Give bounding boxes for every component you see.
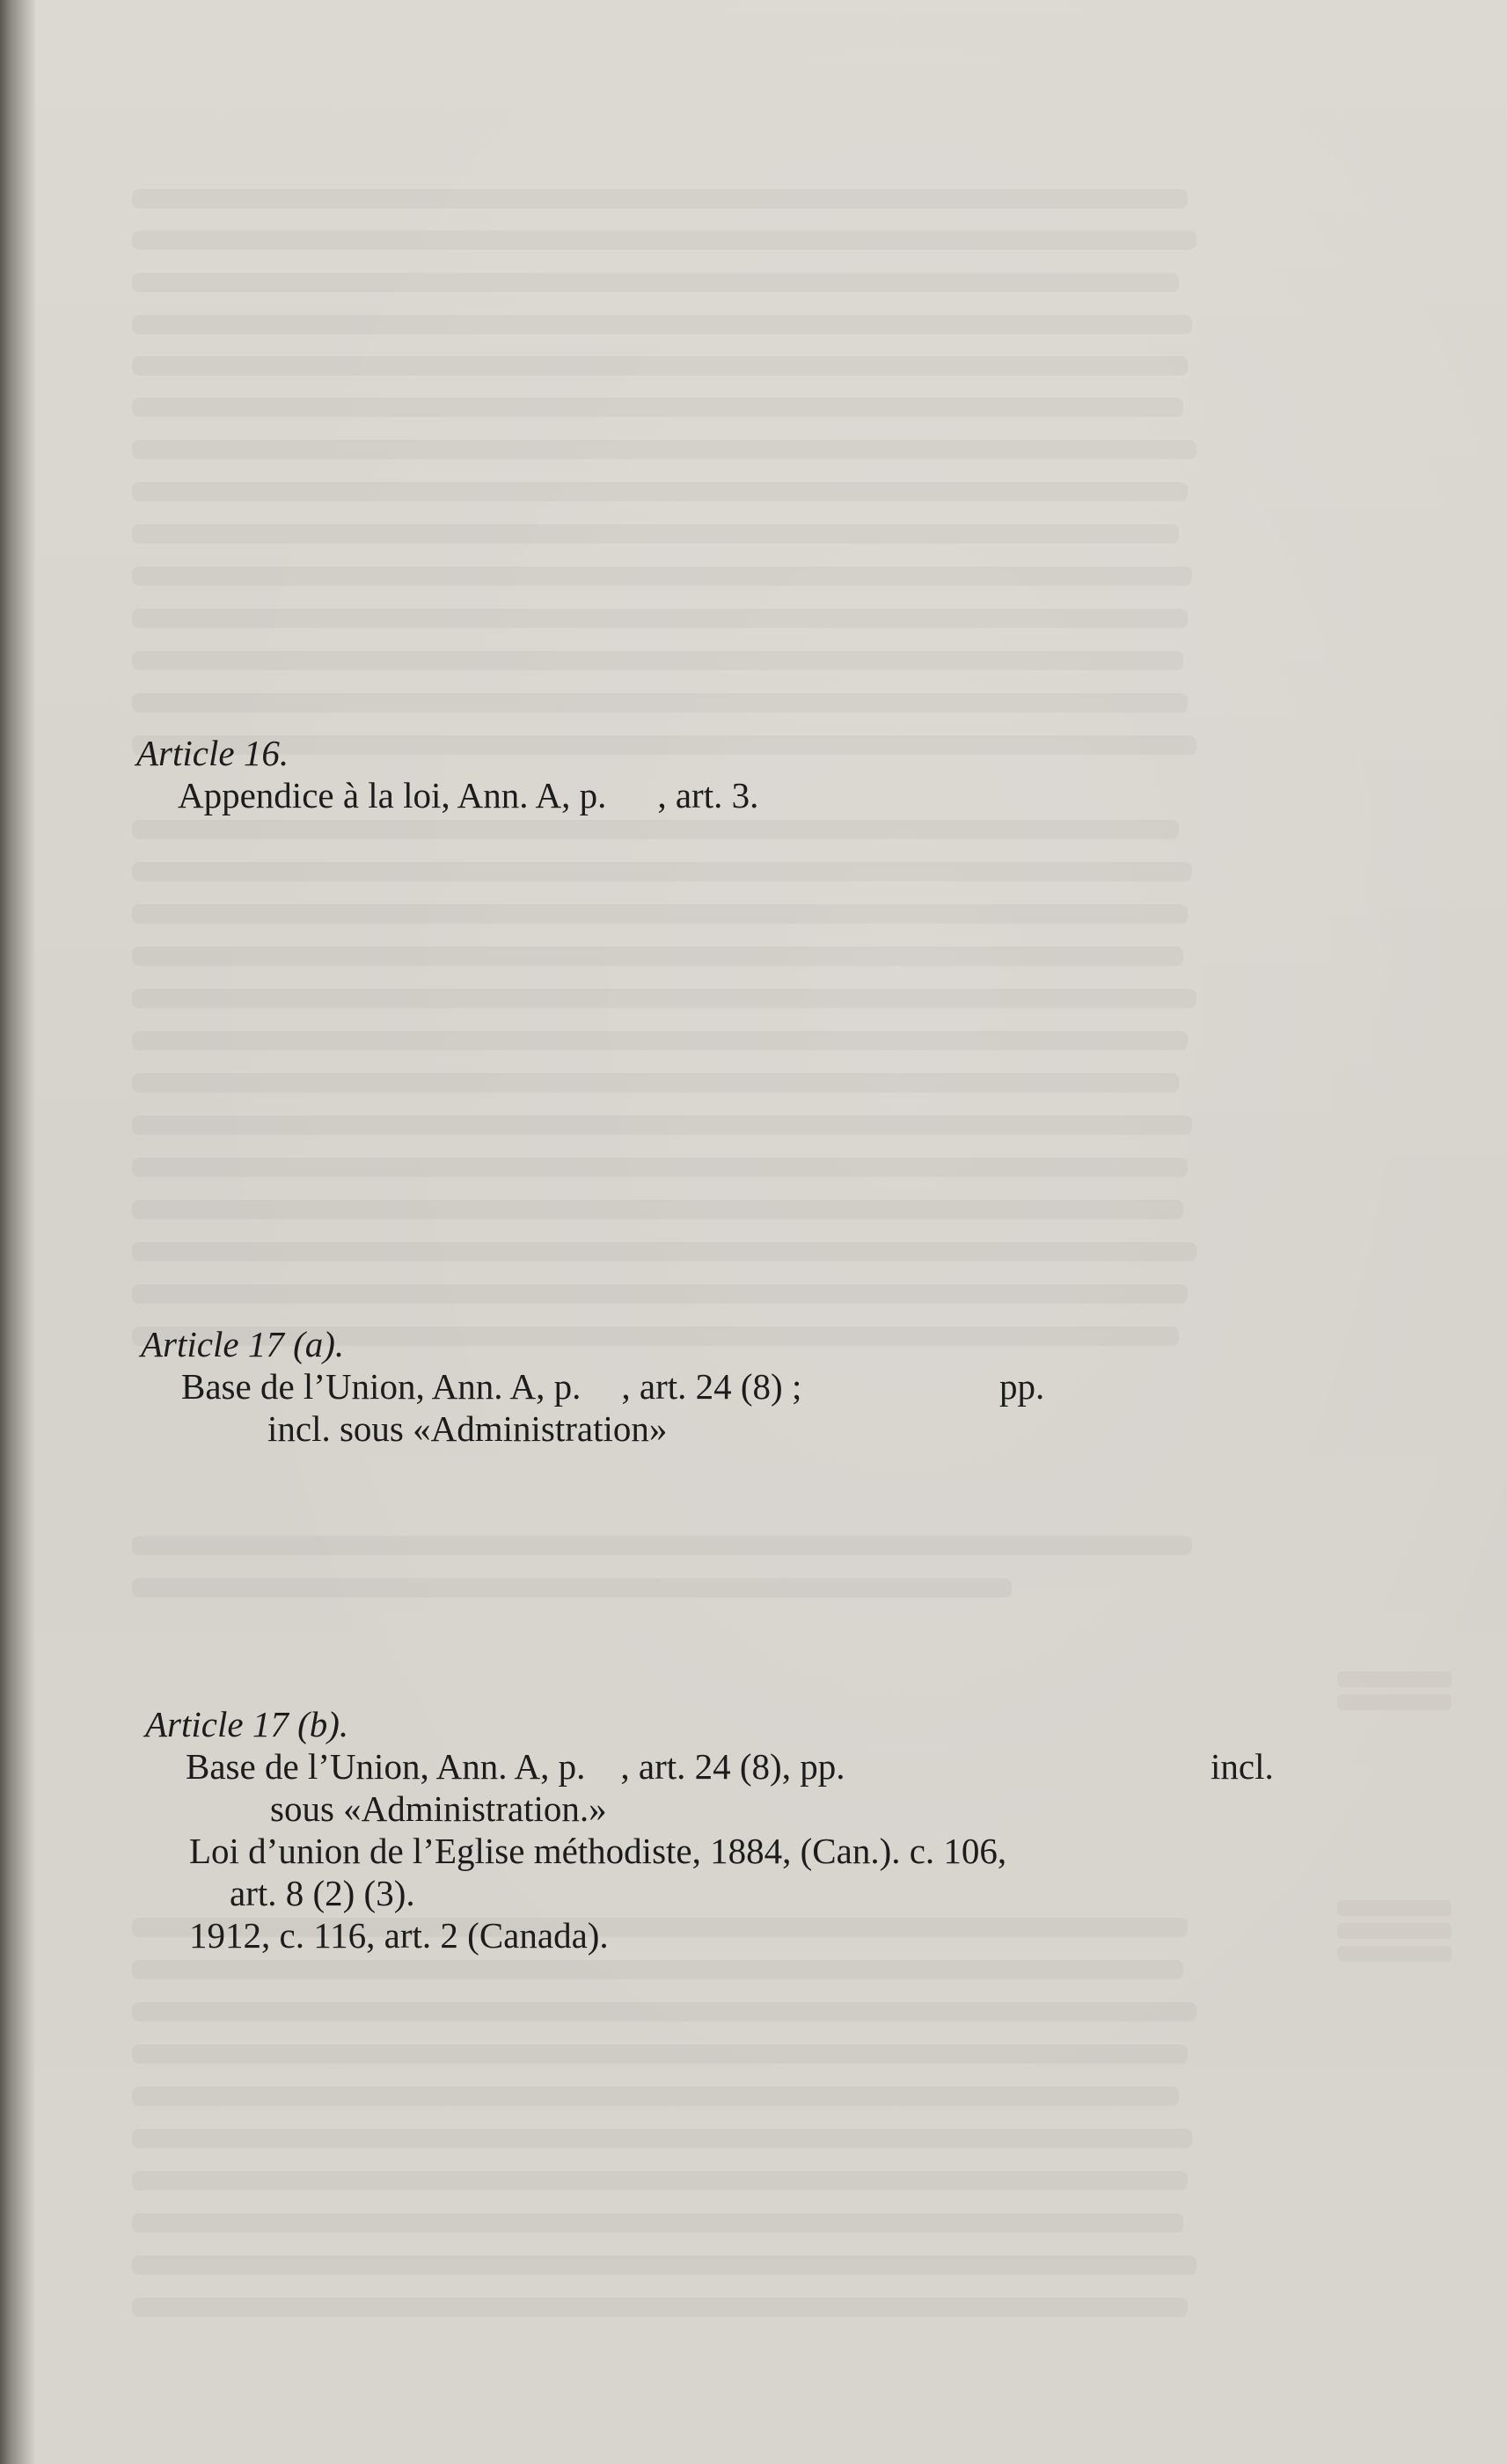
reference-line: sous «Administration.»: [270, 1788, 607, 1829]
reference-line: [186, 1745, 1359, 1788]
article-heading: Article 16.: [136, 733, 289, 773]
article-17a-block: [141, 1323, 1337, 1450]
reference-text: incl.: [1211, 1746, 1274, 1787]
reference-text: Base de l’Union, Ann. A, p.: [181, 1366, 582, 1407]
article-16-block: [136, 732, 758, 816]
reference-line: Loi d’union de l’Eglise méthodiste, 1884, (Can.). c. 106,: [189, 1831, 1007, 1871]
reference-line: [181, 1365, 1337, 1407]
reference-text: , art. 24 (8), pp.: [620, 1746, 845, 1787]
article-heading: Article 17 (b).: [145, 1704, 349, 1744]
reference-text: pp.: [999, 1366, 1045, 1407]
binding-edge: [0, 0, 35, 2464]
reference-text: , art. 3.: [657, 775, 759, 815]
article-heading: Article 17 (a).: [141, 1324, 345, 1364]
reference-line: 1912, c. 116, art. 2 (Canada).: [189, 1915, 609, 1956]
reference-line: art. 8 (2) (3).: [230, 1873, 415, 1913]
reference-line: [178, 774, 758, 816]
reference-text: , art. 24 (8) ;: [621, 1366, 802, 1407]
reference-line: incl. sous «Administration»: [267, 1408, 668, 1449]
article-17b-block: [145, 1703, 1359, 1956]
reference-text: Appendice à la loi, Ann. A, p.: [178, 775, 607, 815]
reference-text: Base de l’Union, Ann. A, p.: [186, 1746, 586, 1787]
